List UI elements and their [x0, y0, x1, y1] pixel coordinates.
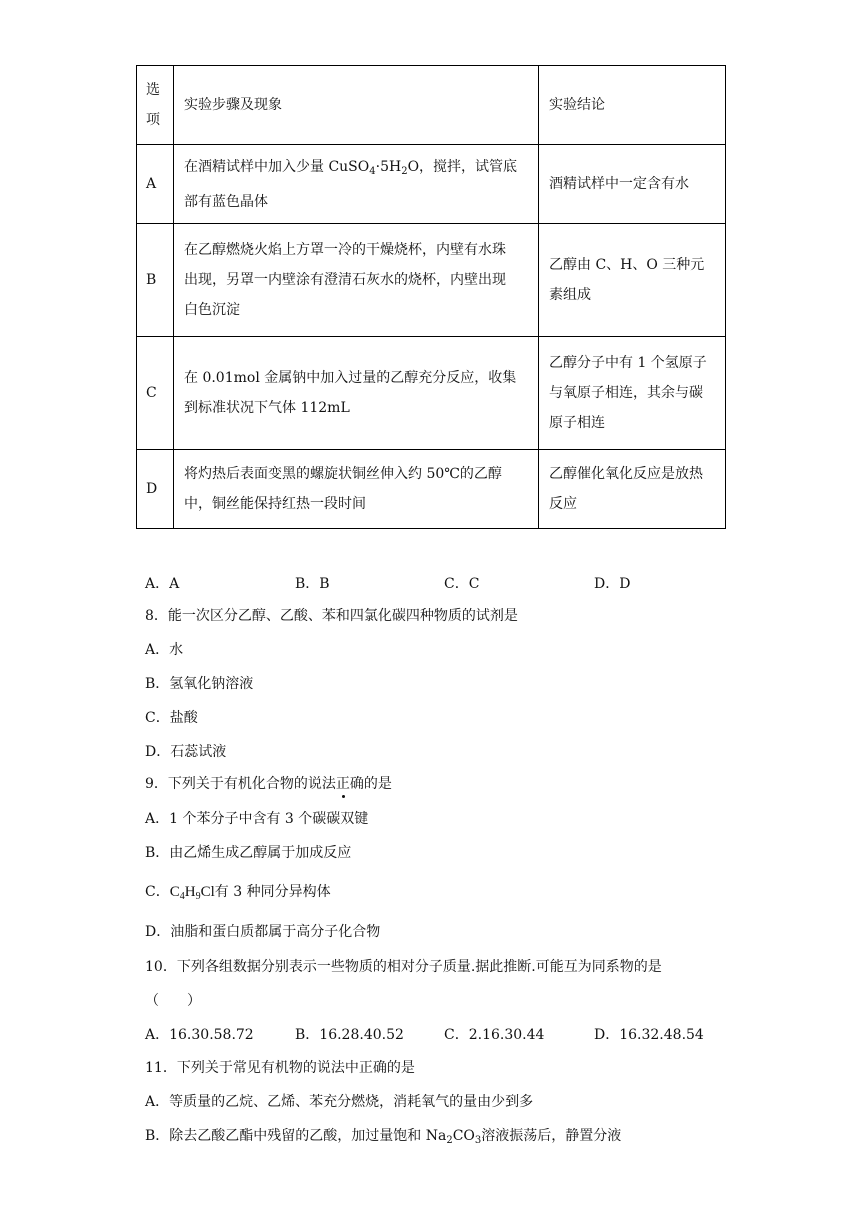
row-conclusion: 乙醇分子中有 1 个氢原子 与氧原子相连，其余与碳 原子相连 — [539, 337, 726, 450]
q10-stem: 10．下列各组数据分别表示一些物质的相对分子质量.据此推断.可能互为同系物的是 — [145, 959, 662, 975]
q9-option-c[interactable]: C．$C_4H_9Cl$有 3 种同分异构体 — [145, 884, 331, 902]
table-row — [137, 224, 726, 337]
q9-option-b[interactable]: B．由乙烯生成乙醇属于加成反应 — [145, 845, 352, 861]
experiment-table — [136, 65, 726, 529]
q9-option-a[interactable]: A．1 个苯分子中含有 3 个碳碳双键 — [145, 811, 369, 827]
q10-option-a[interactable]: A．16.30.58.72 — [145, 1027, 254, 1043]
row-option: A — [137, 145, 174, 224]
table-row — [137, 145, 726, 224]
row-steps: 在 0.01mol 金属钠中加入过量的乙醇充分反应，收集 到标准状况下气体 112mL — [174, 337, 539, 450]
row-option: C — [137, 337, 174, 450]
q11-option-a[interactable]: A．等质量的乙烷、乙烯、苯充分燃烧，消耗氧气的量由少到多 — [145, 1094, 534, 1110]
q10-paren: （ ） — [145, 993, 201, 1009]
q11-option-b[interactable]: B．除去乙酸乙酯中残留的乙酸，加过量饱和 $Na_2CO_3$溶液振荡后，静置分液 — [145, 1128, 622, 1146]
row-steps: 在酒精试样中加入少量 $CuSO_4\cdot 5H_2O$，搅拌，试管底 部有蓝色晶体 — [174, 145, 539, 224]
table-header-row — [137, 66, 726, 145]
q9-stem: 9．下列关于有机化合物的说法正确的是 — [145, 776, 392, 792]
row-conclusion: 乙醇催化氧化反应是放热 反应 — [539, 450, 726, 529]
q11-stem: 11．下列关于常见有机物的说法中正确的是 — [145, 1060, 415, 1076]
q8-option-d[interactable]: D．石蕊试液 — [145, 744, 227, 760]
table-row — [137, 450, 726, 529]
emphasis-dot: 正 — [335, 776, 350, 792]
q9-option-d[interactable]: D．油脂和蛋白质都属于高分子化合物 — [145, 924, 381, 940]
table-row — [137, 337, 726, 450]
row-steps: 将灼热后表面变黑的螺旋状铜丝伸入约 50℃的乙醇 中，铜丝能保持红热一段时间 — [174, 450, 539, 529]
row-option: D — [137, 450, 174, 529]
q8-stem: 8．能一次区分乙醇、乙酸、苯和四氯化碳四种物质的试剂是 — [145, 608, 518, 624]
q10-option-c[interactable]: C．2.16.30.44 — [444, 1027, 545, 1043]
row-steps: 在乙醇燃烧火焰上方罩一冷的干燥烧杯，内壁有水珠 出现，另罩一内壁涂有澄清石灰水的烧杯，内壁出现 白色沉淀 — [174, 224, 539, 337]
q7-option-c[interactable]: C．C — [444, 576, 480, 592]
q8-option-a[interactable]: A．水 — [145, 642, 184, 658]
q7-option-d[interactable]: D．D — [594, 576, 631, 592]
header-steps: 实验步骤及现象 — [174, 66, 539, 145]
row-conclusion: 酒精试样中一定含有水 — [539, 145, 726, 224]
q8-option-b[interactable]: B．氢氧化钠溶液 — [145, 676, 254, 692]
row-option: B — [137, 224, 174, 337]
q10-option-d[interactable]: D．16.32.48.54 — [594, 1027, 704, 1043]
q8-option-c[interactable]: C．盐酸 — [145, 710, 198, 726]
q7-option-a[interactable]: A．A — [145, 576, 180, 592]
q7-option-b[interactable]: B．B — [295, 576, 330, 592]
header-conclusion: 实验结论 — [539, 66, 726, 145]
header-option: 选项 — [137, 66, 174, 145]
q10-option-b[interactable]: B．16.28.40.52 — [295, 1027, 404, 1043]
row-conclusion: 乙醇由 C、H、O 三种元 素组成 — [539, 224, 726, 337]
